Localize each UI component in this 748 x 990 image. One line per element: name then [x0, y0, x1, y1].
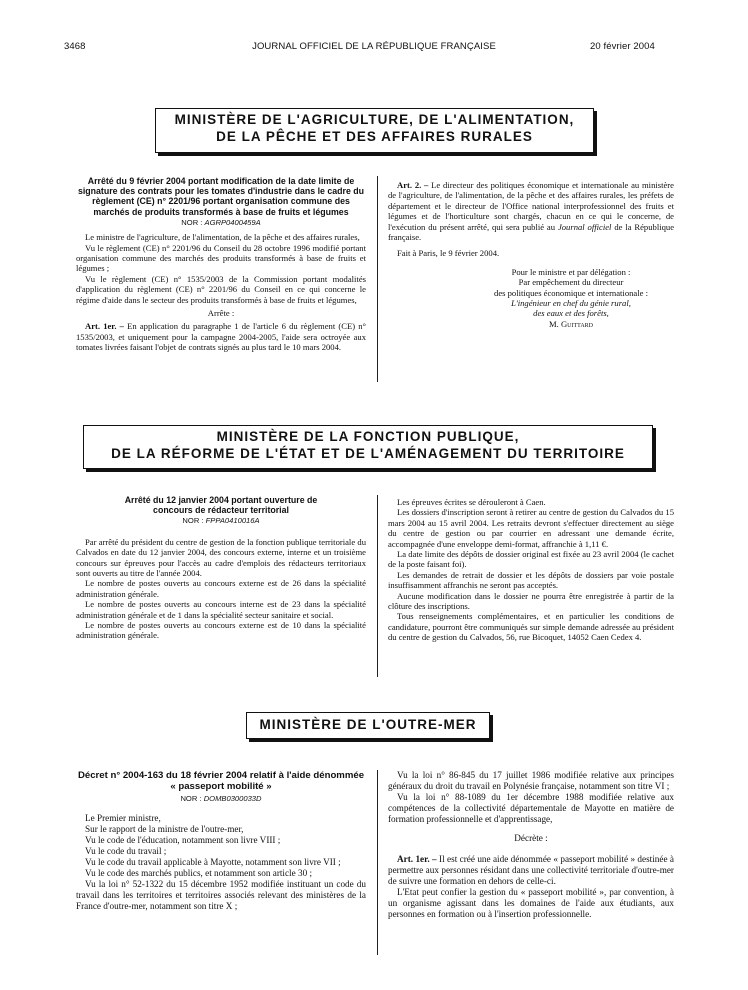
paragraph: La date limite des dépôts de dossier original est fixée au 23 avril 2004 (le cachet de la poste faisant foi).: [388, 549, 674, 570]
paragraph: Vu le code du travail applicable à Mayotte, notamment son livre VII ;: [85, 857, 341, 867]
decree-fonction-publique-right-column: [388, 497, 674, 643]
decree-outre-mer-left-column: [76, 770, 366, 912]
ministry-line-2: DE LA RÉFORME DE L'ÉTAT ET DE L'AMÉNAGEMENT DU TERRITOIRE: [111, 445, 625, 461]
decrete-heading: Décrète :: [514, 833, 548, 843]
paragraph: Les dossiers d'inscription seront à retirer au centre de gestion du Calvados du 15 mars 2004 au 15 avril 2004. Les retraits devront s'effectuer directement au siège du centre de gestion ou par courrier en adressant une demande écrite, accompagnée d'une enveloppe demi-format, affranchie à 1,11 €.: [388, 507, 674, 549]
paragraph: Vu le règlement (CE) n° 2201/96 du Conseil du 28 octobre 1996 modifié portant organisation commune des marchés des produits transformés à base de fruits et légumes ;: [76, 242, 366, 274]
ministry-header-fonction-publique: [83, 425, 653, 469]
paragraph: Le nombre de postes ouverts au concours externe est de 10 dans la spécialité administration générale.: [76, 620, 366, 641]
ministry-header-outre-mer: [246, 712, 490, 739]
ministry-line-1: MINISTÈRE DE L'OUTRE-MER: [259, 717, 477, 732]
nor-reference: NOR : FPPA0410016A: [182, 516, 260, 526]
page-number: 3468: [64, 41, 86, 52]
article-1: Art. 1er. – Il est créé une aide dénommée « passeport mobilité » destinée à permettre aux personnes résidant dans une collectivité territoriale d'outre-mer de suivre une formation en dehors de celle-ci.: [388, 854, 674, 886]
paragraph: Les épreuves écrites se dérouleront à Caen.: [397, 497, 546, 507]
paragraph: Sur le rapport de la ministre de l'outre-mer,: [85, 824, 244, 834]
ministry-line-1: MINISTÈRE DE L'AGRICULTURE, DE L'ALIMENTATION,: [174, 112, 575, 127]
signature-line: Par empêchement du directeur: [518, 277, 624, 288]
ministry-header-agriculture: [155, 108, 594, 153]
decree-title: Arrêté du 9 février 2004 portant modification de la date limite de signature des contrats pour les tomates d'industrie dans le cadre du règlement (CE) n° 2201/96 portant organisation commune des marchés de produits transformés à base de fruits et légumes: [77, 176, 365, 217]
arrete-heading: Arrête :: [207, 308, 235, 319]
paragraph: Les demandes de retrait de dossier et les dépôts de dossiers par voie postale insuffisamment affranchis ne seront pas acceptés.: [388, 569, 674, 591]
signatory-name: M. Guittard: [549, 318, 593, 329]
decree-title: Arrêté du 12 janvier 2004 portant ouverture de concours de rédacteur territorial: [124, 495, 318, 516]
paragraph: Vu le règlement (CE) n° 1535/2003 de la Commission portant modalités d'application du règlement (CE) n° 2201/96 du Conseil en ce qui concerne le régime d'aide dans le secteur des produits transformés à base de fruits et légumes,: [76, 273, 366, 305]
decree-fonction-publique-left-column: [76, 495, 366, 641]
ministry-line-1: MINISTÈRE DE LA FONCTION PUBLIQUE,: [216, 429, 520, 444]
journal-title: JOURNAL OFFICIEL DE LA RÉPUBLIQUE FRANÇAISE: [252, 41, 496, 52]
paragraph: Vu la loi n° 86-845 du 17 juillet 1986 modifiée relative aux principes généraux du droit du travail en Polynésie française, notamment son titre VI ;: [388, 770, 674, 791]
nor-reference: NOR : DOMB0300033D: [180, 794, 262, 803]
signature-date: Fait à Paris, le 9 février 2004.: [397, 248, 500, 259]
column-divider: [377, 176, 378, 382]
paragraph: Tous renseignements complémentaires, et en particulier les conditions de candidature, pourront être communiqués sur simple demande adressée au président du centre de gestion du Calvados, 56, rue Bicoquet, 14052 Caen Cedex 4.: [388, 611, 674, 643]
decree-agriculture-left-column: [76, 176, 366, 353]
paragraph: Le Premier ministre,: [85, 813, 161, 823]
paragraph: Par arrêté du président du centre de gestion de la fonction publique territoriale du Calvados en date du 12 janvier 2004, des concours externe, interne et un troisième concours sur épreuves pour l'accès au cadre d'emplois des rédacteurs territoriaux sont ouverts au titre de l'année 2004.: [76, 536, 366, 579]
paragraph: Le ministre de l'agriculture, de l'alimentation, de la pêche et des affaires rurales,: [85, 232, 360, 243]
signature-line: des eaux et des forêts,: [533, 308, 609, 319]
paragraph: L'Etat peut confier la gestion du « passeport mobilité », par convention, à un organisme agissant dans les domaines de l'aide aux étudiants, aux personnes en formation ou à l'insertion professionnelle.: [388, 887, 674, 919]
decree-outre-mer-right-column: [388, 770, 674, 920]
signature-line: L'ingénieur en chef du génie rural,: [511, 298, 631, 309]
paragraph: Le nombre de postes ouverts au concours externe est de 26 dans la spécialité administration générale.: [76, 578, 366, 599]
paragraph: Vu le code de l'éducation, notamment son livre VIII ;: [85, 835, 281, 845]
decree-title: Décret n° 2004-163 du 18 février 2004 relatif à l'aide dénommée « passeport mobilité »: [77, 770, 365, 792]
column-divider: [377, 495, 378, 677]
column-divider: [377, 770, 378, 955]
decree-agriculture-right-column: [388, 180, 674, 329]
signature-line: Pour le ministre et par délégation :: [511, 266, 631, 277]
paragraph: Aucune modification dans le dossier ne pourra être enregistrée à partir de la clôture des inscriptions.: [388, 590, 674, 612]
paragraph: Vu la loi n° 52-1322 du 15 décembre 1952 modifiée instituant un code du travail dans les territoires et territoires associés relevant des ministères de la France d'outre-mer, notamment son titre X ;: [76, 879, 366, 911]
page-date: 20 février 2004: [590, 41, 655, 52]
paragraph: Vu le code des marchés publics, et notamment son article 30 ;: [85, 868, 313, 878]
paragraph: Vu le code du travail ;: [85, 846, 167, 856]
ministry-line-2: DE LA PÊCHE ET DES AFFAIRES RURALES: [216, 128, 533, 144]
paragraph: Vu la loi n° 88-1089 du 1er décembre 1988 modifiée relative aux compétences de la collectivité départementale de Mayotte en matière de formation professionnelle et d'apprentissage,: [388, 792, 674, 824]
nor-reference: NOR : AGRP0400459A: [181, 217, 261, 227]
article-1: Art. 1er. – En application du paragraphe 1 de l'article 6 du règlement (CE) n° 1535/2003, et uniquement pour la campagne 2004-2005, l'aide sera octroyée aux tomates livrées faisant l'objet de contrats signés au plus tard le 10 mars 2004.: [76, 321, 366, 353]
signature-block: [388, 267, 674, 329]
signature-line: des politiques économique et internationale :: [494, 287, 648, 298]
article-2: Art. 2. – Le directeur des politiques économique et internationale au ministère de l'agriculture, de l'alimentation, de la pêche et des affaires rurales, les préfets de département et le directeur de l'Office national interprofessionnel des fruits et légumes et de l'horticulture sont chargés, chacun en ce qui le concerne, de l'exécution du présent arrêté, qui sera publié au Journal officiel de la République française.: [388, 180, 675, 243]
paragraph: Le nombre de postes ouverts au concours interne est de 23 dans la spécialité administration générale et de 1 dans la spécialité secteur sanitaire et social.: [76, 599, 366, 620]
